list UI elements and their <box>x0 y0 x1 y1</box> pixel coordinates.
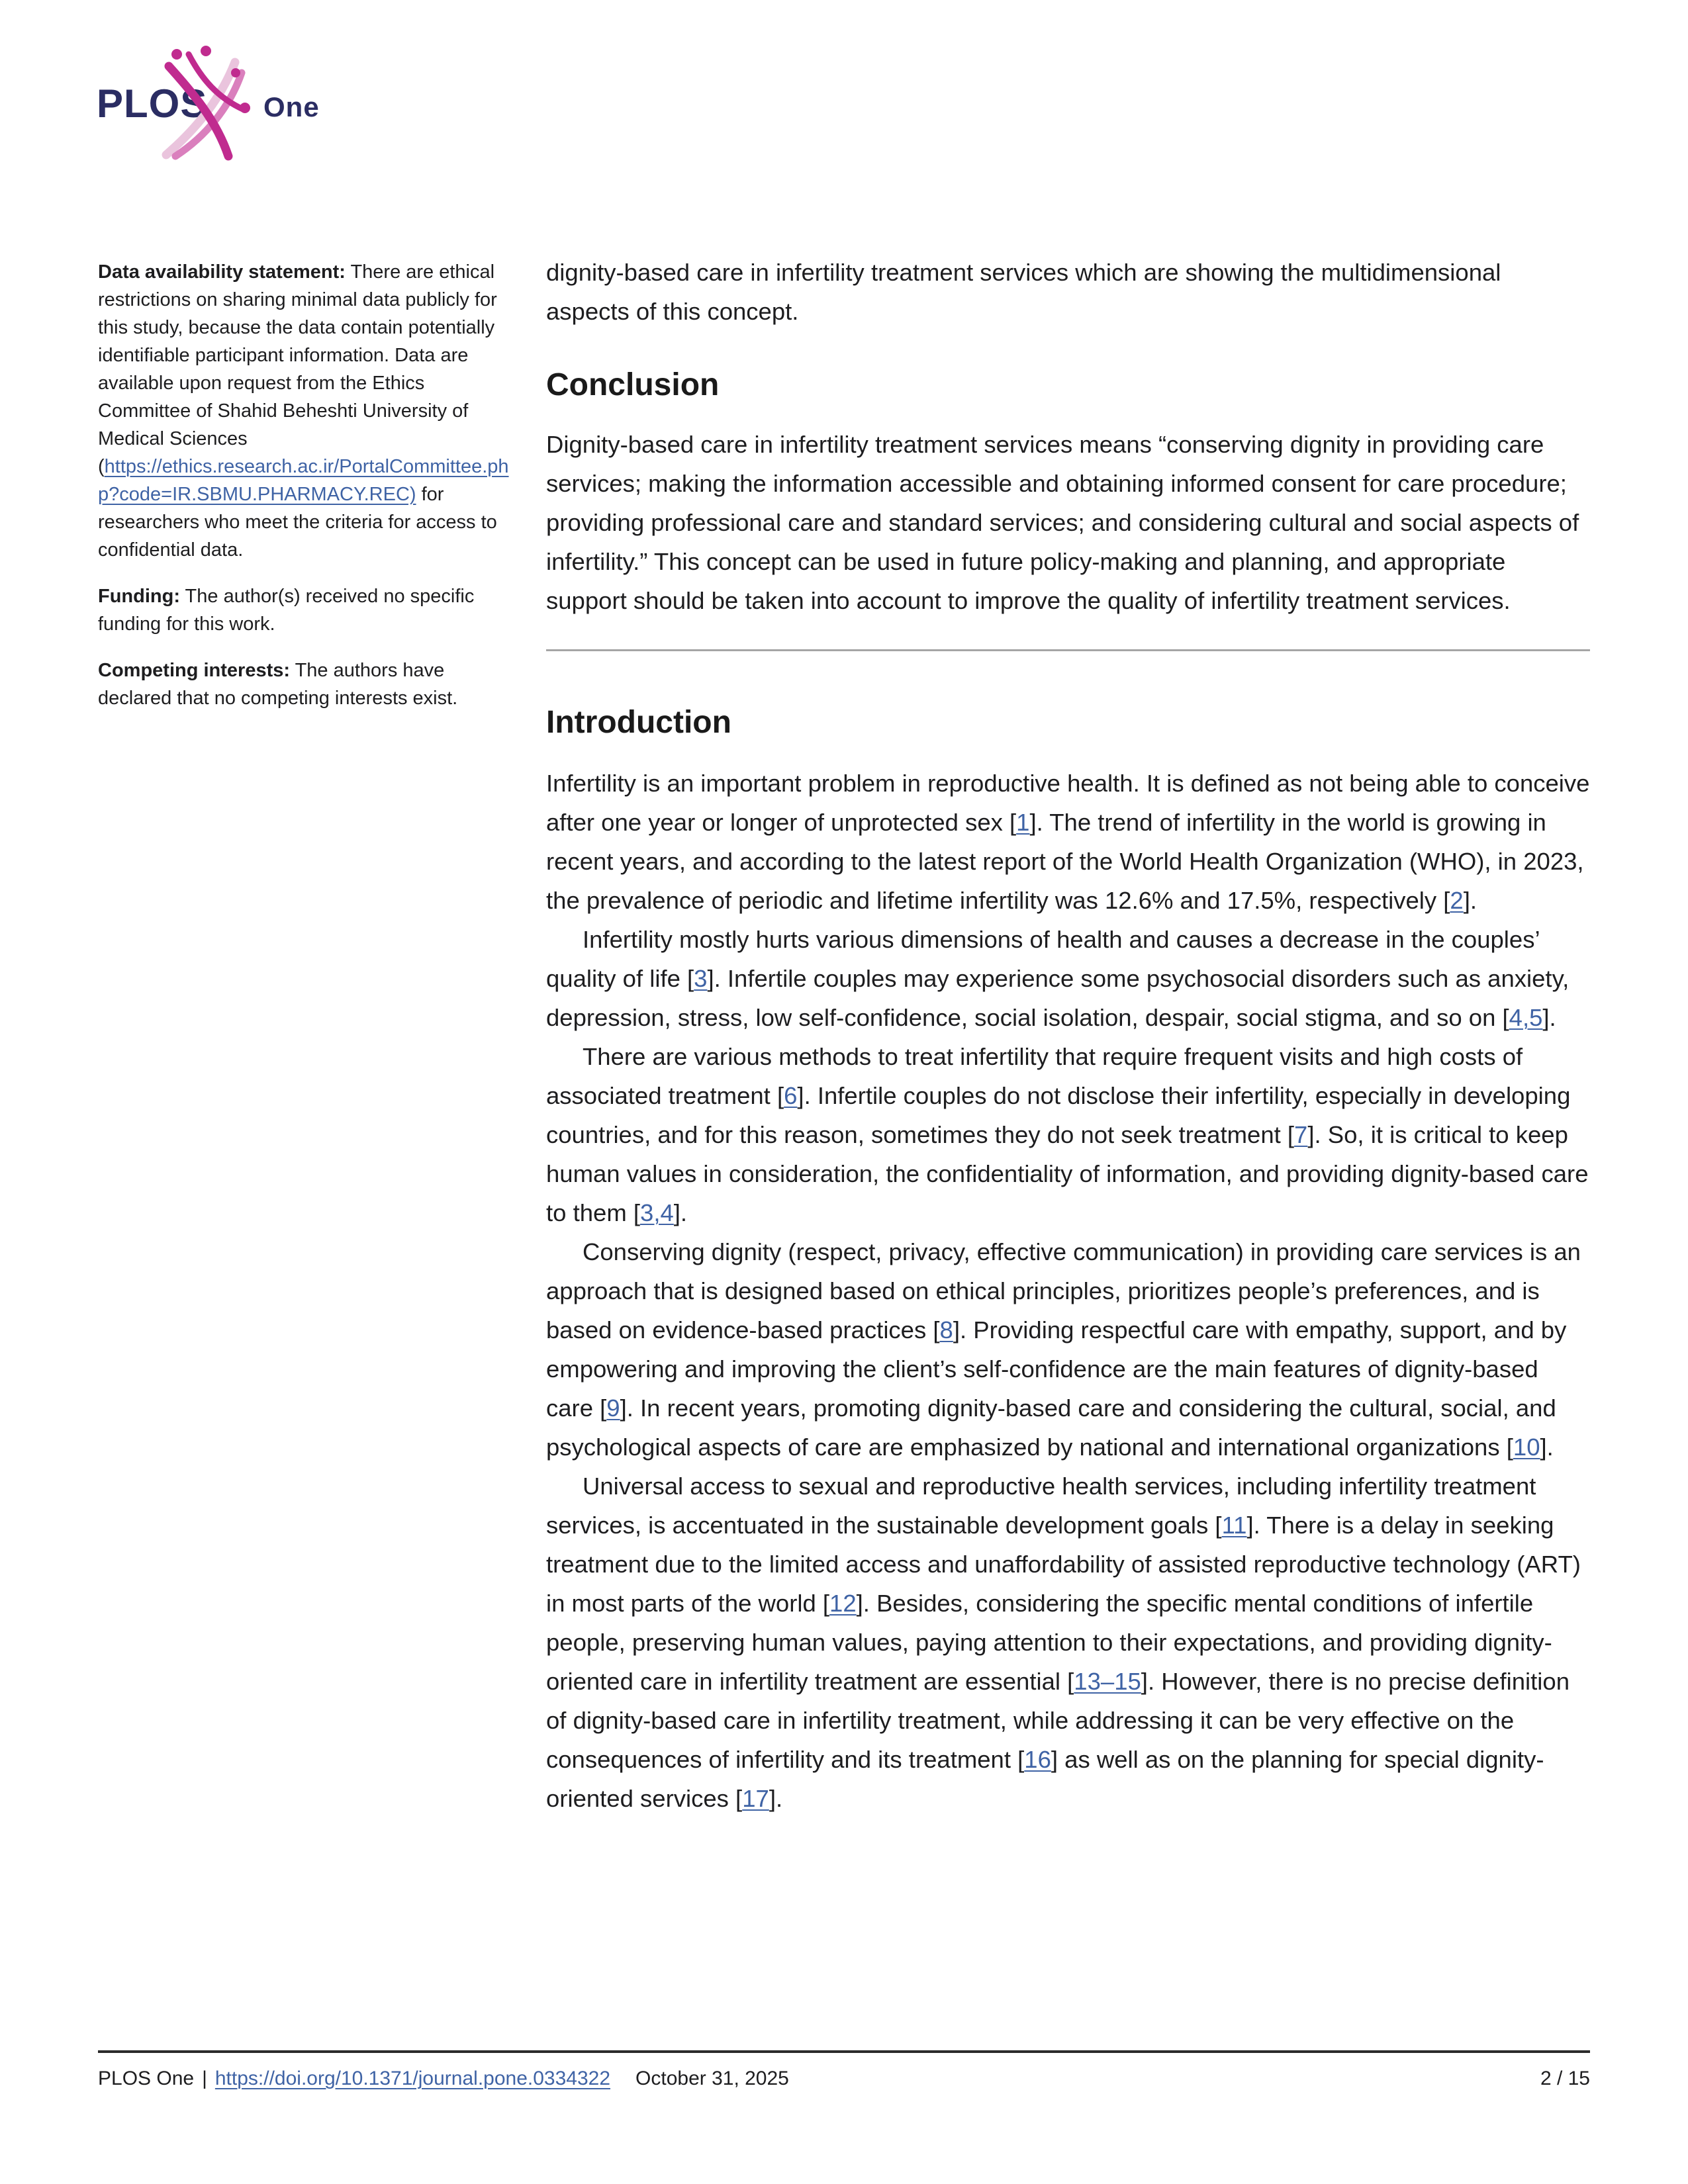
citation-link[interactable]: 11 <box>1221 1512 1247 1539</box>
logo-plos-text: PLOS <box>97 81 208 126</box>
paragraph: There are various methods to treat infertility that require frequent visits and high costs of associated treatment [6]. Infertile couples do not disclose their infertility, especially in developing countries, and for this reason, sometimes they do not seek treatment [7]. So, it is critical to keep human values in consideration, the confidentiality of information, and providing dignity-based care to them [3,4]. <box>546 1043 1589 1226</box>
citation-link[interactable]: 17 <box>742 1785 769 1812</box>
sidebar-note: Data availability statement: There are ethical restrictions on sharing minimal data publicly for this study, because the data contain potentially identifiable participant information. Data are available upon request from the Ethics Committee of Shahid Beheshti University of Medical Sciences (https://ethics.research.ac.ir/PortalCommittee.php?code=IR.SBMU.PHARMACY.REC) for researchers who meet the criteria for access to confidential data. <box>98 261 509 561</box>
sidebar-note-label: Data availability statement: <box>98 261 346 283</box>
introduction-heading: Introduction <box>546 705 731 740</box>
paragraph: Infertility is an important problem in reproductive health. It is defined as not being able to conceive after one year or longer of unprotected sex [1]. The trend of infertility in the world is growing in recent years, and according to the latest report of the World Health Organization (WHO), in 2023, the prevalence of periodic and lifetime infertility was 12.6% and 17.5%, respectively [2]. <box>546 770 1590 914</box>
footer-separator: | <box>202 2068 207 2089</box>
paragraph: Infertility mostly hurts various dimensions of health and causes a decrease in the couples’ quality of life [3]. Infertile couples may experience some psychosocial disorders such as anxiety, depression, stress, low self-confidence, social isolation, despair, social stigma, and so on [4,5]. <box>546 926 1570 1031</box>
ethics-committee-link[interactable]: https://ethics.research.ac.ir/PortalCommittee.php?code=IR.SBMU.PHARMACY.REC) <box>98 456 509 505</box>
citation-link[interactable]: 16 <box>1024 1746 1051 1773</box>
page-number: 2 / 15 <box>1540 2068 1590 2089</box>
main-text-column <box>546 253 1590 1818</box>
citation-link[interactable]: 8 <box>939 1316 953 1343</box>
citation-link[interactable]: 1 <box>1016 809 1030 836</box>
citation-link[interactable]: 3,4 <box>640 1199 674 1226</box>
citation-link[interactable]: 3 <box>694 965 708 992</box>
citation-link[interactable]: 4,5 <box>1509 1004 1543 1031</box>
sidebar-note-label: Funding: <box>98 586 181 607</box>
section-divider <box>546 649 1590 651</box>
logo-one-text: One <box>263 91 320 122</box>
citation-link[interactable]: 6 <box>784 1082 798 1109</box>
plos-swirl-icon <box>156 44 255 161</box>
footer <box>98 2065 1590 2093</box>
citation-link[interactable]: 7 <box>1294 1121 1308 1148</box>
conclusion-heading: Conclusion <box>546 367 720 402</box>
citation-link[interactable]: 12 <box>829 1590 857 1617</box>
citation-link[interactable]: 9 <box>606 1394 620 1422</box>
paragraph: Universal access to sexual and reproductive health services, including infertility treatment services, is accentuated in the sustainable development goals [11]. There is a delay in seeking treatment due to the limited access and unaffordability of assisted reproductive technology (ART) in most parts of the world [12]. Besides, considering the specific mental conditions of infertile people, preserving human values, paying attention to their expectations, and providing dignity- oriented care in infertility treatment are essential [13–15]. However, there is no precise definition of dignity-based care in infertility treatment, while addressing it can be very effective on the consequences of infertility and its treatment [16] as well as on the planning for special dignity- oriented services [17]. <box>546 1473 1581 1812</box>
footer-journal-name: PLOS One <box>98 2068 195 2089</box>
citation-link[interactable]: 13–15 <box>1074 1668 1141 1695</box>
footer-date: October 31, 2025 <box>635 2068 789 2089</box>
citation-link[interactable]: 10 <box>1513 1433 1540 1461</box>
paragraph: Conserving dignity (respect, privacy, effective communication) in providing care services is an approach that is designed based on ethical principles, prioritizes people’s preferences, and is based on evidence-based practices [8]. Providing respectful care with empathy, support, and by empowering and improving the client’s self-confidence are the main features of dignity-based care [9]. In recent years, promoting dignity-based care and considering the cultural, social, and psychological aspects of care are emphasized by national and international organizations [10]. <box>546 1238 1581 1461</box>
sidebar-notes-column <box>98 258 516 731</box>
paragraph: Dignity-based care in infertility treatment services means “conserving dignity in providing care services; making the information accessible and obtaining informed consent for care procedure; providing professional care and standard services; and considering cultural and social aspects of infertility.” This concept can be used in future policy-making and planning, and appropriate support should be taken into account to improve the quality of infertility treatment services. <box>546 431 1579 614</box>
plos-one-logo <box>86 44 364 166</box>
citation-link[interactable]: 2 <box>1450 887 1464 914</box>
continuation-paragraph: dignity-based care in infertility treatment services which are showing the multidimensional aspects of this concept. <box>546 259 1501 325</box>
conclusion-section <box>546 425 1590 620</box>
sidebar-note: Competing interests: The authors have declared that no competing interests exist. <box>98 660 458 709</box>
sidebar-note: Funding: The author(s) received no specific funding for this work. <box>98 586 475 635</box>
footer-rule <box>98 2050 1590 2053</box>
introduction-section <box>546 764 1590 1818</box>
doi-link[interactable]: https://doi.org/10.1371/journal.pone.0334322 <box>214 2068 611 2089</box>
sidebar-note-label: Competing interests: <box>98 660 291 681</box>
